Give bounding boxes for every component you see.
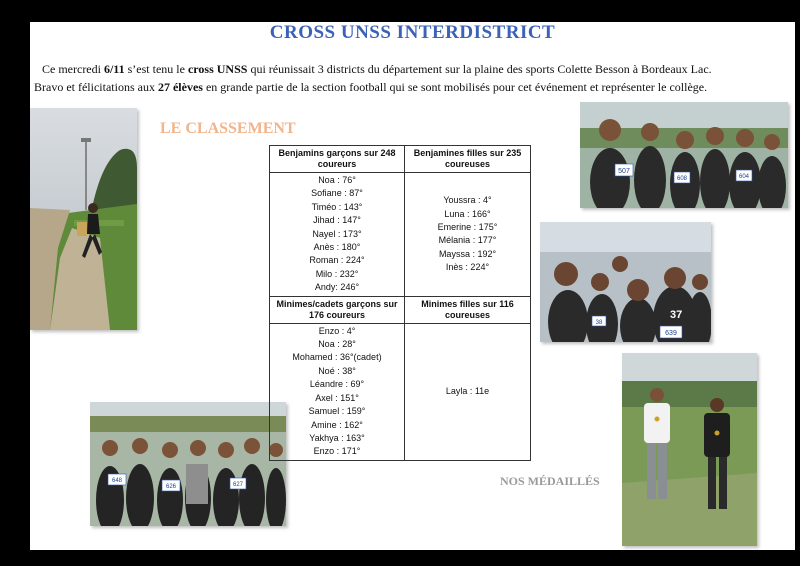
list-item: Andy: 246° (314, 282, 360, 293)
benjamines-filles-header: Benjamines filles sur 235 coureuses (405, 146, 531, 173)
results-table (269, 145, 531, 461)
intro-line-1 (34, 60, 764, 78)
event-name: cross UNSS (187, 62, 248, 76)
list-item: Noa : 76° (318, 175, 356, 185)
list-item: Samuel : 159° (308, 406, 366, 417)
list-item: Léandre : 69° (309, 379, 365, 390)
bib-number: 648 (111, 478, 123, 484)
benjamines-filles-list (405, 173, 531, 297)
intro-paragraph (34, 60, 764, 96)
intro-text: en grande partie de la section football qui se sont mobilisés pour cet événement et représenter le collège. (202, 80, 708, 94)
list-item: Anès : 180° (313, 242, 361, 253)
list-item: Axel : 151° (315, 392, 359, 403)
list-item: Inès : 224° (445, 262, 490, 273)
list-item: Enzo : 171° (313, 446, 361, 457)
girls-group-photo (580, 102, 788, 208)
list-item: Emerine : 175° (437, 221, 498, 232)
minimes-garcons-list (270, 323, 405, 460)
bib-number: 627 (232, 482, 244, 488)
list-item: Layla : 11e (445, 385, 490, 396)
list-item: Roman : 224° (309, 255, 365, 266)
intro-text: s’est tenu le (124, 62, 188, 76)
bib-number: 38 (595, 320, 603, 326)
medallists-photo (622, 353, 757, 546)
jersey-number: 37 (670, 309, 683, 321)
minimes-filles-header: Minimes filles sur 116 coureuses (405, 296, 531, 323)
intro-text: qui réunissait 3 districts du département sur la plaine des sports Colette Besson à Bordeaux Lac. (247, 62, 712, 76)
bib-number: 639 (665, 330, 677, 337)
list-item: Mayssa : 192° (438, 248, 497, 259)
document-page (30, 22, 795, 550)
list-item: Noa : 28° (318, 339, 356, 350)
benjamins-garcons-list (270, 173, 405, 297)
intro-text: Bravo et félicitations aux (34, 80, 158, 94)
table-header-row (270, 146, 531, 173)
table-row (270, 323, 531, 460)
table-header-row (270, 296, 531, 323)
boys-group-photo (90, 402, 286, 526)
medailles-heading: NOS MÉDAILLÉS (500, 474, 600, 488)
list-item: Nayel : 173° (312, 228, 362, 239)
list-item: Timéo : 143° (311, 201, 363, 212)
page-title: CROSS UNSS INTERDISTRICT (269, 22, 556, 43)
list-item: Enzo : 4° (318, 325, 356, 336)
runner-photo (30, 108, 137, 330)
table-row (270, 173, 531, 297)
bib-number: 604 (738, 174, 750, 180)
benjamins-garcons-header: Benjamins garçons sur 248 coureurs (270, 146, 405, 173)
bib-number: 608 (676, 176, 688, 182)
minimes-garcons-header: Minimes/cadets garçons sur 176 coureurs (270, 296, 405, 323)
list-item: Noé : 38° (318, 365, 356, 376)
list-item: Jihad : 147° (313, 215, 361, 226)
bib-number: 507 (618, 168, 630, 175)
intro-line-2 (34, 78, 764, 96)
list-item: Sofiane : 87° (311, 188, 363, 199)
list-item: Mélania : 177° (438, 235, 497, 246)
list-item: Milo : 232° (315, 268, 359, 279)
team-photo (540, 222, 711, 342)
list-item: Luna : 166° (444, 208, 491, 219)
intro-text: Ce mercredi (42, 62, 104, 76)
list-item: Amine : 162° (311, 419, 363, 430)
bib-number: 626 (165, 484, 177, 490)
list-item: Youssra : 4° (443, 195, 492, 206)
minimes-filles-list (405, 323, 531, 460)
student-count: 27 élèves (157, 80, 203, 94)
list-item: Yakhya : 163° (309, 432, 365, 443)
classement-heading: LE CLASSEMENT (160, 120, 296, 137)
list-item: Mohamed : 36°(cadet) (292, 352, 382, 363)
event-date: 6/11 (103, 62, 125, 76)
